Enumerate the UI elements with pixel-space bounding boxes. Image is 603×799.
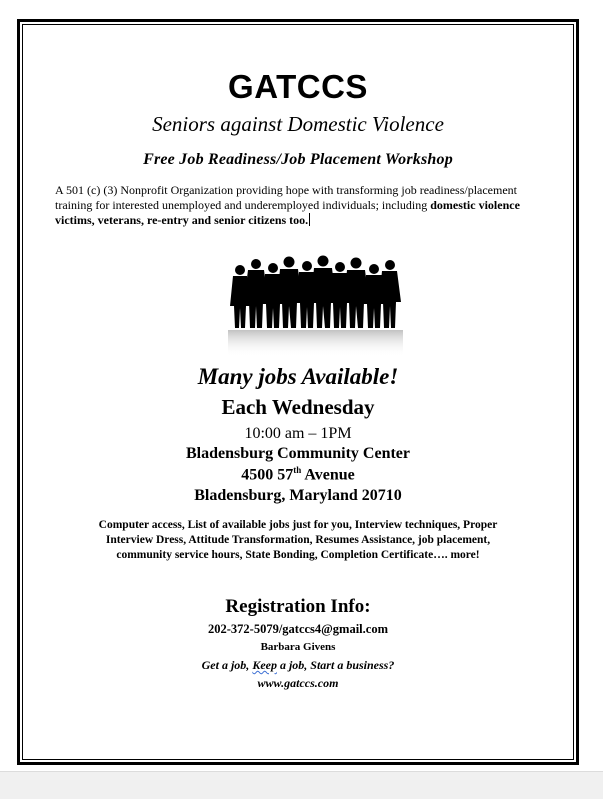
registration-heading: Registration Info: (225, 596, 371, 617)
tagline (28, 658, 568, 673)
people-silhouette-image (228, 252, 403, 357)
tagline-spellcheck-word: Keep (252, 658, 277, 672)
text-cursor (309, 213, 310, 226)
status-bar (0, 771, 603, 799)
intro-paragraph[interactable] (55, 183, 545, 228)
flyer-title: GATCCS (228, 68, 368, 105)
tagline-part-a: Get a job, (201, 658, 253, 672)
event-venue: Bladensburg Community Center (185, 445, 410, 462)
street-suffix: th (293, 465, 302, 475)
contact-info: 202-372-5079/gatccs4@gmail.com (208, 622, 388, 636)
intro-bold-text: domestic violence victims, veterans, re-entry and senior citizens too. (55, 198, 520, 227)
street-name: Avenue (301, 466, 355, 484)
intro-plain-text: A 501 (c) (3) Nonprofit Organization providing hope with transforming job readiness/placement training for interested unemployed and underemployed individuals; including (55, 183, 517, 212)
street-number: 4500 57 (241, 466, 294, 484)
event-street (28, 465, 568, 484)
many-jobs-heading: Many jobs Available! (197, 364, 399, 389)
website-text: www.gatccs.com (257, 676, 339, 690)
services-list: Computer access, List of available jobs just for you, Interview techniques, Proper Interview Dress, Attitude Transformation, Resumes Assistance, job placement, community service hours, State Bonding, Completion Certificate…. more! (98, 519, 498, 561)
flyer-subtitle: Seniors against Domestic Violence (152, 112, 444, 136)
event-time: 10:00 am – 1PM (244, 425, 352, 442)
day-heading: Each Wednesday (221, 395, 375, 419)
tagline-part-c: a job, Start a business? (276, 658, 395, 672)
event-city: Bladensburg, Maryland 20710 (194, 487, 402, 504)
workshop-heading: Free Job Readiness/Job Placement Workshop (143, 151, 453, 168)
contact-person: Barbara Givens (260, 641, 336, 653)
flyer-content (28, 30, 568, 754)
